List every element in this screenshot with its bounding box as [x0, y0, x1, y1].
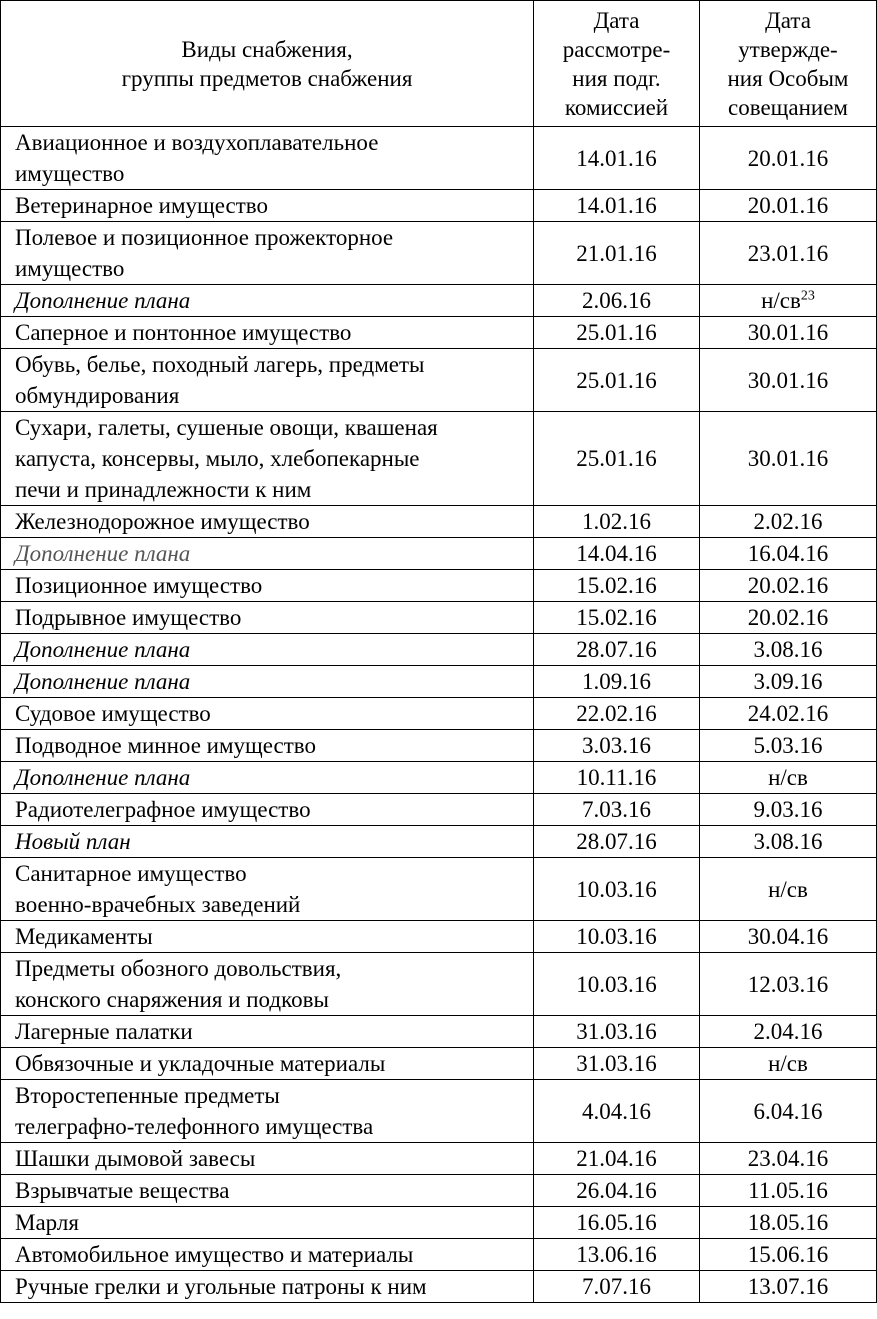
approval-date-value: 16.04.16 [747, 541, 829, 566]
supply-type-cell: Подводное минное имущество [1, 730, 534, 762]
approval-date-cell [700, 127, 877, 190]
table-row [1, 1143, 877, 1175]
table-row [1, 1239, 877, 1271]
approval-date-value: 18.05.16 [747, 1210, 829, 1235]
supply-type-cell: Ручные грелки и угольные патроны к ним [1, 1271, 534, 1303]
commission-date-cell: 25.01.16 [534, 412, 700, 506]
approval-date-value: н/св [768, 876, 808, 902]
approval-date-cell [700, 285, 877, 317]
supply-type-cell: Дополнение плана [1, 666, 534, 698]
table-row [1, 222, 877, 285]
table-row [1, 794, 877, 826]
supply-type-cell: Предметы обозного довольствия, конского снаряжения и подковы [1, 953, 534, 1016]
table-row [1, 349, 877, 412]
approval-date-value: 30.01.16 [747, 320, 829, 345]
commission-date-cell: 28.07.16 [534, 826, 700, 858]
commission-date-cell: 10.03.16 [534, 921, 700, 953]
commission-date-cell: 14.04.16 [534, 538, 700, 570]
supply-type-cell: Дополнение плана [1, 762, 534, 794]
supply-type-cell: Взрывчатые вещества [1, 1175, 534, 1207]
table-row [1, 412, 877, 506]
supply-type-cell: Авиационное и воздухоплавательное имущество [1, 127, 534, 190]
commission-date-cell: 31.03.16 [534, 1048, 700, 1080]
commission-date-cell: 31.03.16 [534, 1016, 700, 1048]
table-row [1, 190, 877, 222]
commission-date-cell: 14.01.16 [534, 190, 700, 222]
supply-type-cell: Позиционное имущество [1, 570, 534, 602]
commission-date-cell: 25.01.16 [534, 317, 700, 349]
approval-date-cell [700, 222, 877, 285]
approval-date-cell [700, 921, 877, 953]
header-approval-date: Дата утвержде- ния Особым совещанием [700, 1, 877, 127]
approval-date-cell [700, 190, 877, 222]
approval-date-cell [700, 1048, 877, 1080]
approval-date-cell [700, 634, 877, 666]
approval-date-value: н/св [768, 765, 808, 790]
commission-date-cell: 22.02.16 [534, 698, 700, 730]
approval-date-cell [700, 538, 877, 570]
approval-date-value: 9.03.16 [753, 797, 823, 822]
approval-date-value: 30.04.16 [747, 924, 829, 949]
commission-date-cell: 7.07.16 [534, 1271, 700, 1303]
supply-type-cell: Ветеринарное имущество [1, 190, 534, 222]
supply-type-cell: Новый план [1, 826, 534, 858]
footnote-ref: 23 [800, 288, 815, 304]
approval-date-cell [700, 1239, 877, 1271]
approval-date-value: 20.01.16 [747, 193, 829, 218]
approval-date-value: 12.03.16 [747, 971, 829, 997]
supply-type-cell: Лагерные палатки [1, 1016, 534, 1048]
approval-date-cell [700, 698, 877, 730]
table-row [1, 762, 877, 794]
table-row [1, 602, 877, 634]
commission-date-cell: 28.07.16 [534, 634, 700, 666]
approval-date-cell [700, 826, 877, 858]
approval-date-cell [700, 1175, 877, 1207]
commission-date-cell: 25.01.16 [534, 349, 700, 412]
approval-date-value: 20.02.16 [747, 605, 829, 630]
table-row [1, 826, 877, 858]
commission-date-cell: 2.06.16 [534, 285, 700, 317]
table-row [1, 127, 877, 190]
approval-date-value: 20.01.16 [747, 145, 829, 171]
supply-type-cell: Саперное и понтонное имущество [1, 317, 534, 349]
supply-type-cell: Дополнение плана [1, 285, 534, 317]
supply-type-cell: Полевое и позиционное прожекторное имущество [1, 222, 534, 285]
commission-date-cell: 14.01.16 [534, 127, 700, 190]
supply-type-cell: Автомобильное имущество и материалы [1, 1239, 534, 1271]
supply-type-cell: Санитарное имущество военно-врачебных заведений [1, 858, 534, 921]
supply-type-cell: Дополнение плана [1, 538, 534, 570]
table-row [1, 570, 877, 602]
approval-date-value: 24.02.16 [747, 701, 829, 726]
approval-date-value: 30.01.16 [747, 367, 829, 393]
commission-date-cell: 26.04.16 [534, 1175, 700, 1207]
table-row [1, 506, 877, 538]
table-row [1, 921, 877, 953]
approval-date-cell [700, 666, 877, 698]
supply-type-cell: Судовое имущество [1, 698, 534, 730]
commission-date-cell: 21.04.16 [534, 1143, 700, 1175]
approval-date-value: 11.05.16 [748, 1178, 828, 1203]
table-row [1, 1271, 877, 1303]
commission-date-cell: 1.02.16 [534, 506, 700, 538]
approval-date-cell [700, 349, 877, 412]
approval-date-value: 23.01.16 [747, 240, 829, 266]
approval-date-cell [700, 412, 877, 506]
table-body [1, 127, 877, 1303]
approval-date-cell [700, 1207, 877, 1239]
approval-date-value: 20.02.16 [747, 573, 829, 598]
approval-date-cell [700, 1080, 877, 1143]
commission-date-cell: 15.02.16 [534, 570, 700, 602]
commission-date-cell: 10.03.16 [534, 953, 700, 1016]
table-row [1, 730, 877, 762]
commission-date-cell: 10.03.16 [534, 858, 700, 921]
commission-date-cell: 4.04.16 [534, 1080, 700, 1143]
approval-date-cell [700, 1143, 877, 1175]
supply-type-cell: Обувь, белье, походный лагерь, предметы обмундирования [1, 349, 534, 412]
approval-date-cell [700, 730, 877, 762]
approval-date-value: 13.07.16 [747, 1274, 829, 1299]
supply-type-cell: Дополнение плана [1, 634, 534, 666]
supply-type-cell: Сухари, галеты, сушеные овощи, квашеная капуста, консервы, мыло, хлебопекарные печи и принадлежности к ним [1, 412, 534, 506]
approval-date-cell [700, 1271, 877, 1303]
table-row [1, 1175, 877, 1207]
table-row [1, 858, 877, 921]
header-row [1, 1, 877, 127]
table-row [1, 634, 877, 666]
commission-date-cell: 10.11.16 [534, 762, 700, 794]
supply-type-cell: Шашки дымовой завесы [1, 1143, 534, 1175]
approval-date-cell [700, 506, 877, 538]
approval-date-value: 30.01.16 [747, 446, 829, 471]
supply-type-cell: Медикаменты [1, 921, 534, 953]
commission-date-cell: 7.03.16 [534, 794, 700, 826]
approval-date-value: 15.06.16 [747, 1242, 829, 1267]
supply-type-cell: Железнодорожное имущество [1, 506, 534, 538]
table-row [1, 538, 877, 570]
supply-type-cell: Второстепенные предметы телеграфно-телефонного имущества [1, 1080, 534, 1143]
approval-date-value: 2.02.16 [753, 509, 823, 534]
table-row [1, 285, 877, 317]
approval-date-cell [700, 317, 877, 349]
approval-date-value: 3.08.16 [753, 637, 823, 662]
table-row [1, 1048, 877, 1080]
table-row [1, 1080, 877, 1143]
table-row [1, 698, 877, 730]
approval-date-value: 5.03.16 [753, 733, 823, 758]
commission-date-cell: 21.01.16 [534, 222, 700, 285]
supply-type-cell: Радиотелеграфное имущество [1, 794, 534, 826]
table-row [1, 666, 877, 698]
commission-date-cell: 1.09.16 [534, 666, 700, 698]
approval-date-cell [700, 858, 877, 921]
commission-date-cell: 15.02.16 [534, 602, 700, 634]
header-commission-date: Дата рассмотре- ния подг. комиссией [534, 1, 700, 127]
supply-type-cell: Обвязочные и укладочные материалы [1, 1048, 534, 1080]
header-supply-type: Виды снабжения, группы предметов снабжения [1, 1, 534, 127]
approval-date-value: 2.04.16 [753, 1019, 823, 1044]
table-row [1, 317, 877, 349]
commission-date-cell: 3.03.16 [534, 730, 700, 762]
supply-type-cell: Марля [1, 1207, 534, 1239]
approval-date-cell [700, 794, 877, 826]
approval-date-cell [700, 1016, 877, 1048]
approval-date-value: 3.08.16 [753, 829, 823, 854]
supply-type-cell: Подрывное имущество [1, 602, 534, 634]
commission-date-cell: 13.06.16 [534, 1239, 700, 1271]
approval-date-cell [700, 602, 877, 634]
table-row [1, 1207, 877, 1239]
approval-date-value: 23.04.16 [747, 1146, 829, 1171]
approval-date-cell [700, 570, 877, 602]
approval-date-cell [700, 762, 877, 794]
commission-date-cell: 16.05.16 [534, 1207, 700, 1239]
table-row [1, 1016, 877, 1048]
approval-date-value: 6.04.16 [753, 1098, 823, 1124]
approval-date-value: н/св [761, 288, 801, 313]
approval-date-cell [700, 953, 877, 1016]
table-row [1, 953, 877, 1016]
approval-date-value: н/св [768, 1051, 808, 1076]
approval-date-value: 3.09.16 [753, 669, 823, 694]
